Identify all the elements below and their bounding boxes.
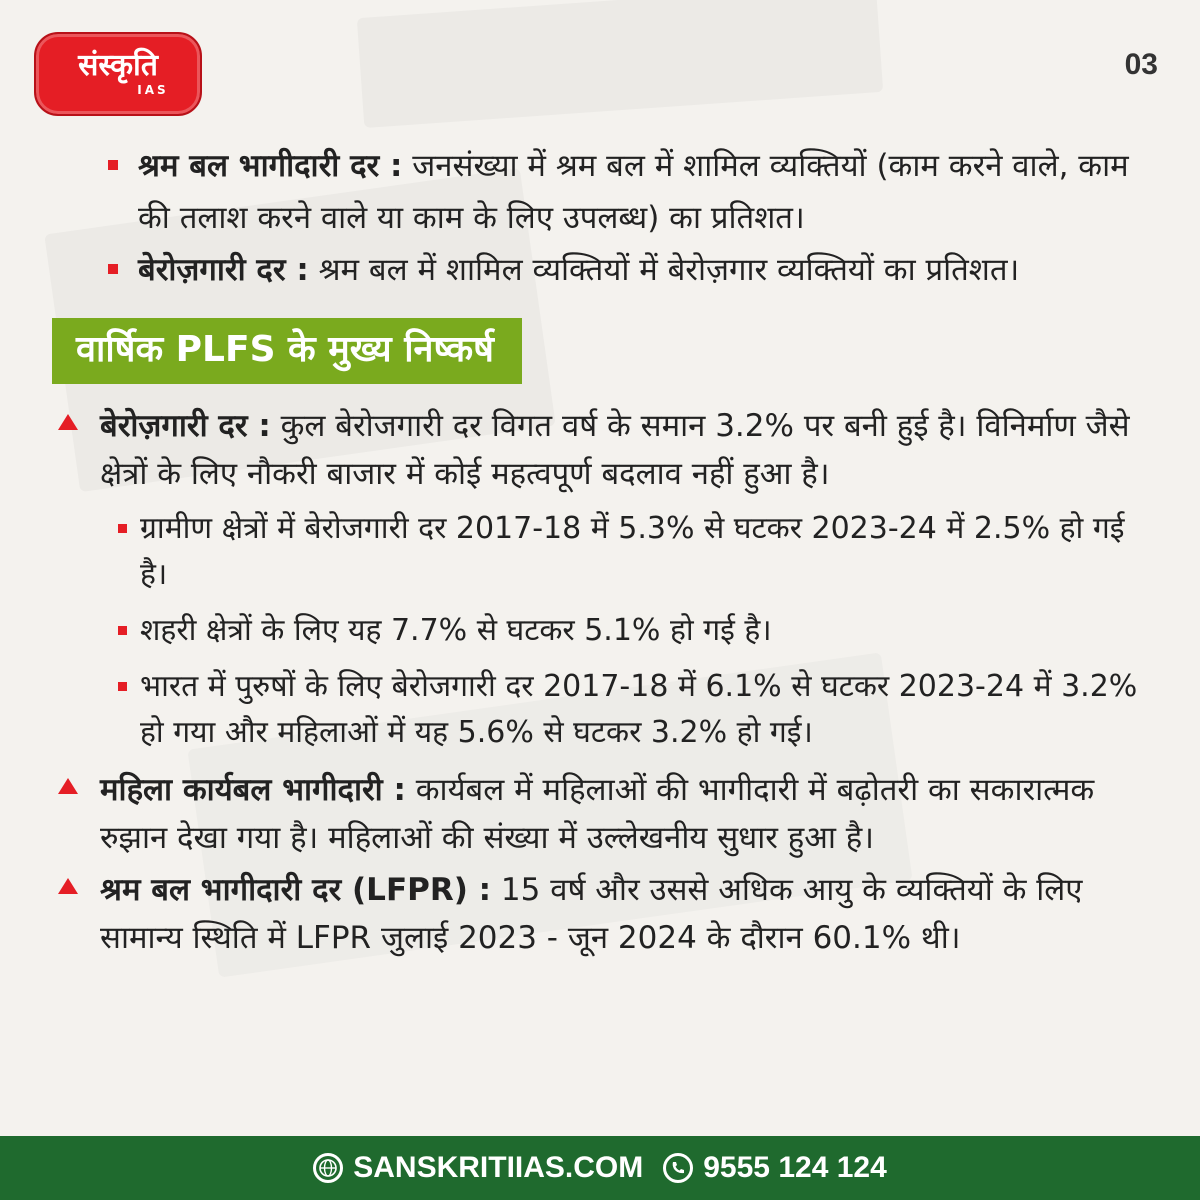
finding-text: 15 वर्ष और उससे अधिक आयु के व्यक्तियों के लिए सामान्य स्थिति में LFPR जुलाई 2023 - जून 2024 के दौरान 60.1% थी। — [100, 872, 1083, 956]
definition-term: श्रम बल भागीदारी दर : — [138, 148, 403, 184]
finding-item — [58, 402, 1150, 756]
phone-icon — [663, 1153, 693, 1183]
list-item — [108, 244, 1150, 296]
sub-finding-item — [118, 506, 1150, 598]
sub-findings-list — [118, 506, 1150, 756]
finding-text: कुल बेरोजगारी दर विगत वर्ष के समान 3.2% पर बनी हुई है। विनिर्माण जैसे क्षेत्रों के लिए नौकरी बाजार में कोई महत्वपूर्ण बदलाव नहीं हुआ है। — [100, 408, 1130, 492]
section-title: वार्षिक PLFS के मुख्य निष्कर्ष — [52, 318, 522, 384]
website-text: SANSKRITIIAS.COM — [353, 1151, 644, 1184]
definition-text: श्रम बल में शामिल व्यक्तियों में बेरोज़गार व्यक्तियों का प्रतिशत। — [308, 252, 1020, 288]
square-bullet-icon — [118, 626, 127, 635]
sanskriti-ias-logo — [34, 32, 202, 116]
finding-term: श्रम बल भागीदारी दर (LFPR) : — [100, 872, 492, 908]
list-item — [108, 140, 1150, 244]
findings-list — [58, 402, 1150, 962]
logo-subtext: IAS — [137, 83, 169, 97]
globe-icon — [313, 1153, 343, 1183]
square-bullet-icon — [118, 682, 127, 691]
definition-term: बेरोज़गारी दर : — [138, 252, 309, 288]
sub-finding-text: भारत में पुरुषों के लिए बेरोजगारी दर 2017-18 में 6.1% से घटकर 2023-24 में 3.2% हो गया और महिलाओं में यह 5.6% से घटकर 3.2% हो गई। — [140, 669, 1138, 750]
sub-finding-item — [118, 664, 1150, 756]
definition-text: जनसंख्या में श्रम बल में शामिल व्यक्तियों (काम करने वाले, काम की तलाश करने वाले या काम के लिए उपलब्ध) का प्रतिशत। — [138, 148, 1129, 236]
phone-link[interactable] — [663, 1151, 887, 1185]
finding-item — [58, 866, 1150, 962]
square-bullet-icon — [108, 160, 118, 170]
finding-term: महिला कार्यबल भागीदारी : — [100, 772, 406, 808]
sub-finding-item — [118, 608, 1150, 654]
background-watermark — [357, 0, 883, 128]
sub-finding-text: शहरी क्षेत्रों के लिए यह 7.7% से घटकर 5.1% हो गई है। — [140, 613, 772, 648]
triangle-bullet-icon — [58, 414, 78, 430]
finding-item — [58, 766, 1150, 862]
logo-text: संस्कृति — [78, 48, 158, 83]
definition-list — [108, 140, 1150, 296]
finding-term: बेरोज़गारी दर : — [100, 408, 271, 444]
sub-finding-text: ग्रामीण क्षेत्रों में बेरोजगारी दर 2017-18 में 5.3% से घटकर 2023-24 में 2.5% हो गई है। — [140, 511, 1125, 592]
footer — [0, 1136, 1200, 1200]
content — [58, 140, 1150, 966]
square-bullet-icon — [108, 264, 118, 274]
triangle-bullet-icon — [58, 878, 78, 894]
page-number: 03 — [1124, 48, 1158, 81]
finding-text: कार्यबल में महिलाओं की भागीदारी में बढ़ोतरी का सकारात्मक रुझान देखा गया है। महिलाओं की संख्या में उल्लेखनीय सुधार हुआ है। — [100, 772, 1095, 856]
triangle-bullet-icon — [58, 778, 78, 794]
website-link[interactable] — [313, 1151, 643, 1185]
phone-text: 9555 124 124 — [703, 1151, 887, 1184]
square-bullet-icon — [118, 524, 127, 533]
